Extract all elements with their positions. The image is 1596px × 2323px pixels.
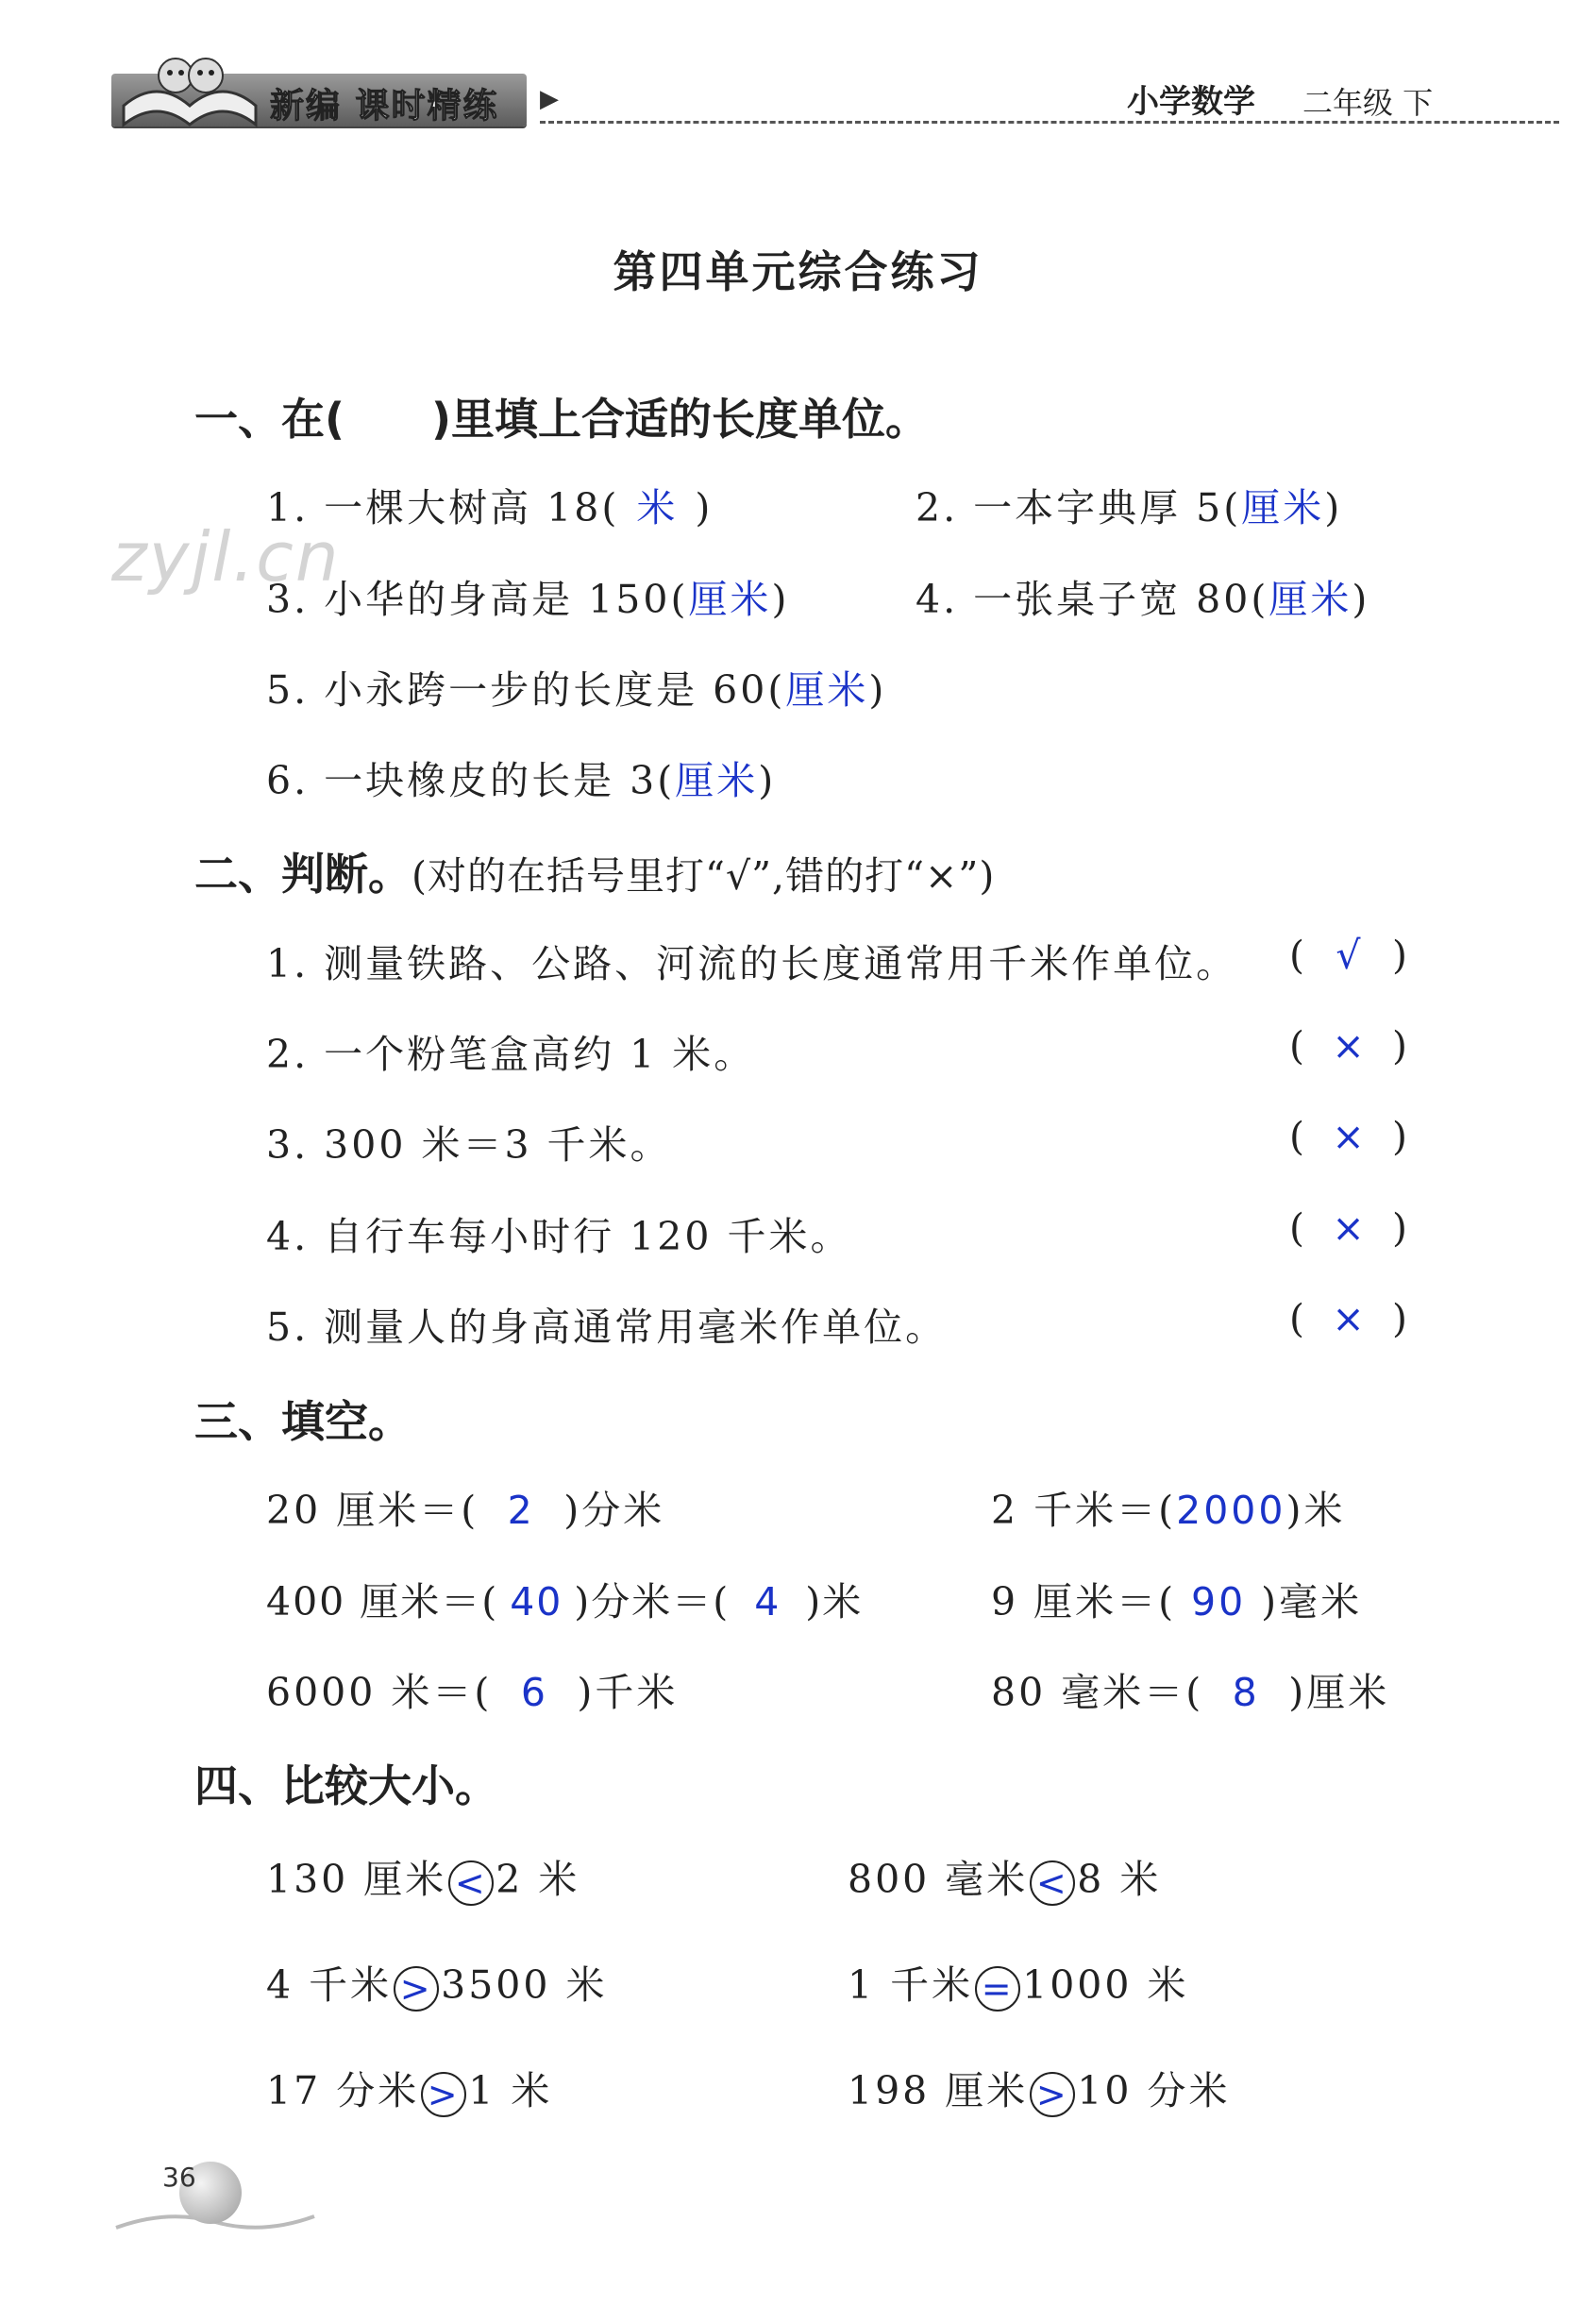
s4-item-1-symbol: < [448,1860,494,1906]
page-title: 第四单元综合练习 [613,246,983,297]
subject-label: 小学数学 [1127,83,1255,121]
s1-item-2: 2. 一本字典厚 5(厘米) [916,485,1343,530]
s4-item-6-symbol: > [1030,2072,1075,2117]
s3-row1-right: 2 千米＝(2000)米 [991,1488,1346,1533]
s1-item-5-answer: 厘米 [785,667,869,713]
s4-item-2: 800 毫米 < 8 米 [848,1857,1162,1904]
s1-item-6-answer: 厘米 [675,758,759,803]
page-number: 36 [162,2162,196,2193]
section-1-heading: 一、在( )里填上合适的长度单位。 [194,394,930,445]
section-2-heading-row [194,840,995,902]
s4-item-3: 4 千米 > 3500 米 [266,1962,608,2010]
s4-item-1: 130 厘米 < 2 米 [266,1857,580,1904]
book-mascot-icon [119,40,260,134]
s2-answer-2: ( × ) [1289,1023,1410,1069]
s4-item-5: 17 分米 > 1 米 [266,2068,553,2115]
header-divider [540,121,1559,124]
brand-title: 新编 课时精练 [270,87,499,126]
s4-item-5-symbol: > [421,2072,466,2117]
s2-item-3: 3. 300 米＝3 千米。 [266,1122,672,1168]
s2-item-4: 4. 自行车每小时行 120 千米。 [266,1214,852,1259]
s4-item-3-symbol: > [394,1966,439,2012]
s1-item-1: 1. 一棵大树高 18( 米 ) [266,477,713,532]
s2-answer-1: ( √ ) [1289,933,1410,978]
s3-row2-right: 9 厘米＝( 90 )毫米 [991,1579,1363,1624]
s3-row3-left: 6000 米＝( 6 )千米 [266,1670,679,1715]
s1-item-5: 5. 小永跨一步的长度是 60(厘米) [266,667,887,713]
s1-item-3: 3. 小华的身高是 150(厘米) [266,577,790,622]
section-2-heading: 二、判断。 [194,849,412,900]
s4-item-2-symbol: < [1030,1860,1075,1906]
s2-answer-4: ( × ) [1289,1205,1410,1251]
s2-item-5: 5. 测量人的身高通常用毫米作单位。 [266,1305,948,1350]
s2-answer-3: ( × ) [1289,1114,1410,1159]
s1-item-4: 4. 一张桌子宽 80(厘米) [916,577,1370,622]
s2-item-1: 1. 测量铁路、公路、河流的长度通常用千米作单位。 [266,941,1238,986]
s4-item-4: 1 千米 = 1000 米 [848,1962,1189,2010]
s3-row3-right: 80 毫米＝( 8 )厘米 [991,1670,1390,1715]
section-4-heading: 四、比较大小。 [194,1760,498,1811]
section-3-heading: 三、填空。 [194,1396,412,1447]
s1-item-2-answer: 厘米 [1241,485,1325,530]
s1-item-4-answer: 厘米 [1268,577,1352,622]
s1-item-3-answer: 厘米 [688,577,772,622]
s3-row1-left: 20 厘米＝( 2 )分米 [266,1488,665,1533]
s4-item-6: 198 厘米 > 10 分米 [848,2068,1231,2115]
s4-item-4-symbol: = [975,1966,1020,2012]
s2-answer-5: ( × ) [1289,1296,1410,1341]
s3-row2-left: 400 厘米＝( 40 )分米＝( 4 )米 [266,1579,864,1624]
header-arrow-icon: ▶ [540,85,559,113]
section-2-instruction: (对的在括号里打“√”,错的打“×”) [412,853,996,899]
s1-item-1-answer: 米 [636,485,679,530]
watermark: zyjl.cn [111,517,341,597]
grade-label: 二年级 下 [1302,85,1434,121]
s2-item-2: 2. 一个粉笔盒高约 1 米。 [266,1032,756,1077]
s1-item-6: 6. 一块橡皮的长是 3(厘米) [266,758,777,803]
